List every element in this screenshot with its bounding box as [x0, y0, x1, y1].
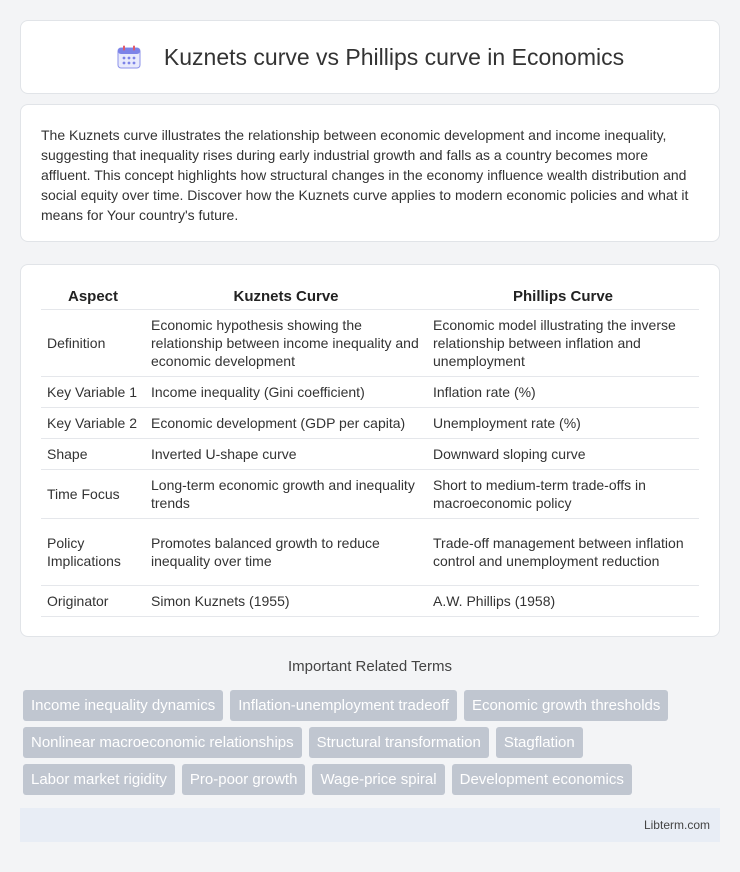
row-aspect: Time Focus: [41, 470, 145, 519]
row-phillips: Short to medium-term trade-offs in macroeconomic policy: [427, 470, 699, 519]
row-aspect: Definition: [41, 310, 145, 377]
related-terms-heading: Important Related Terms: [288, 658, 452, 675]
row-aspect: Originator: [41, 586, 145, 617]
row-kuznets: Economic hypothesis showing the relationship between income inequality and economic development: [145, 310, 427, 377]
header-phillips: Phillips Curve: [427, 283, 699, 310]
table-row: [41, 408, 699, 439]
footer: [20, 808, 720, 842]
related-term-tag[interactable]: Economic growth thresholds: [464, 690, 668, 721]
table-header-row: [41, 283, 699, 310]
title-card: [20, 20, 720, 94]
header-aspect: Aspect: [41, 283, 145, 310]
tag-row: [23, 764, 723, 795]
header-kuznets: Kuznets Curve: [145, 283, 427, 310]
footer-site-link[interactable]: Libterm.com: [643, 818, 710, 832]
row-phillips: Inflation rate (%): [427, 377, 699, 408]
row-kuznets: Simon Kuznets (1955): [145, 586, 427, 617]
page-title: Kuznets curve vs Phillips curve in Economics: [163, 43, 625, 70]
table-row: [41, 439, 699, 470]
related-term-tag[interactable]: Inflation-unemployment tradeoff: [230, 690, 457, 721]
row-kuznets: Inverted U-shape curve: [145, 439, 427, 470]
comparison-table: [41, 283, 699, 617]
related-terms: [23, 690, 723, 801]
row-kuznets: Income inequality (Gini coefficient): [145, 377, 427, 408]
row-phillips: Trade-off management between inflation control and unemployment reduction: [427, 519, 699, 586]
related-term-tag[interactable]: Development economics: [452, 764, 632, 795]
related-term-tag[interactable]: Stagflation: [496, 727, 583, 758]
row-aspect: Key Variable 1: [41, 377, 145, 408]
table-row: [41, 470, 699, 519]
table-row: [41, 310, 699, 377]
related-term-tag[interactable]: Nonlinear macroeconomic relationships: [23, 727, 302, 758]
row-aspect: Policy Implications: [41, 519, 145, 586]
row-phillips: Downward sloping curve: [427, 439, 699, 470]
row-aspect: Key Variable 2: [41, 408, 145, 439]
row-phillips: Economic model illustrating the inverse relationship between inflation and unemployment: [427, 310, 699, 377]
row-kuznets: Long-term economic growth and inequality trends: [145, 470, 427, 519]
table-row: [41, 586, 699, 617]
related-term-tag[interactable]: Wage-price spiral: [312, 764, 444, 795]
row-aspect: Shape: [41, 439, 145, 470]
tag-row: [23, 727, 723, 758]
row-phillips: A.W. Phillips (1958): [427, 586, 699, 617]
row-phillips: Unemployment rate (%): [427, 408, 699, 439]
intro-text: The Kuznets curve illustrates the relationship between economic development and income inequality, suggesting that inequality rises during early industrial growth and falls as a country becomes more affluent. This concept highlights how structural changes in the economy influence wealth distribution and social equity over time. Discover how the Kuznets curve applies to modern economic policies and what it means for Your country's future.: [41, 127, 689, 223]
related-term-tag[interactable]: Structural transformation: [309, 727, 489, 758]
intro-card: [20, 104, 720, 242]
related-term-tag[interactable]: Income inequality dynamics: [23, 690, 223, 721]
calendar-icon: [116, 44, 142, 70]
table-row: [41, 377, 699, 408]
comparison-table-card: [20, 264, 720, 637]
related-term-tag[interactable]: Pro-poor growth: [182, 764, 306, 795]
table-row: [41, 519, 699, 586]
row-kuznets: Economic development (GDP per capita): [145, 408, 427, 439]
row-kuznets: Promotes balanced growth to reduce inequality over time: [145, 519, 427, 586]
tag-row: [23, 690, 723, 721]
related-term-tag[interactable]: Labor market rigidity: [23, 764, 175, 795]
